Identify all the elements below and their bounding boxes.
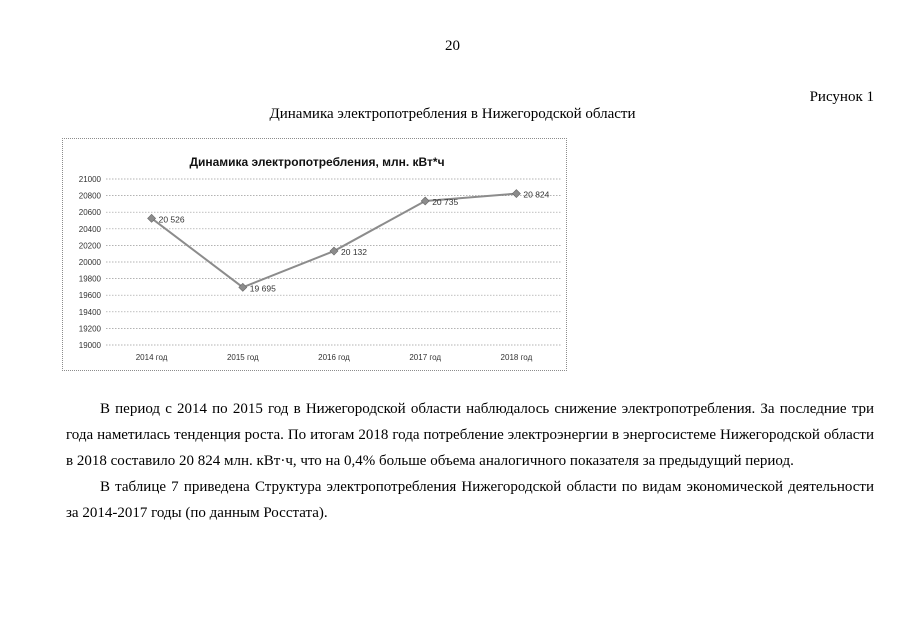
x-axis-ticks	[136, 353, 533, 362]
y-tick-label: 20400	[78, 224, 101, 234]
series-line	[152, 194, 517, 288]
y-tick-label: 20000	[78, 258, 101, 267]
data-marker	[512, 190, 520, 198]
x-tick-label: 2015 год	[226, 353, 259, 362]
figure-label: Рисунок 1	[809, 89, 874, 105]
data-label: 20 735	[432, 196, 459, 207]
body-text	[66, 396, 874, 526]
data-marker	[421, 197, 429, 205]
paragraph-1: В период с 2014 по 2015 год в Нижегородской области наблюдалось снижение электропотребления. За последние три года наметилась тенденция роста. По итогам 2018 года потребление электроэнергии в энергосистеме Нижегородской области в 2018 составило 20 824 млн. кВт·ч, что на 0,4% больше объема аналогичного показателя за предыдущий период.	[66, 401, 874, 469]
y-tick-label: 20800	[78, 191, 101, 201]
x-tick-label: 2016 год	[318, 353, 350, 362]
y-tick-label: 20600	[78, 208, 101, 218]
y-tick-label: 19400	[78, 307, 101, 317]
chart-title: Динамика электропотребления, млн. кВт*ч	[189, 155, 445, 169]
line-chart	[63, 139, 568, 372]
gridlines	[106, 179, 562, 345]
y-tick-label: 21000	[78, 175, 101, 184]
paragraph-2: В таблице 7 приведена Структура электропотребления Нижегородской области по видам экономической деятельности за 2014-2017 годы (по данным Росстата).	[66, 479, 874, 521]
data-label: 20 132	[341, 247, 367, 258]
chart-frame	[62, 138, 567, 371]
x-tick-label: 2017 год	[409, 353, 442, 362]
data-markers	[148, 190, 521, 292]
y-tick-label: 19800	[78, 274, 101, 284]
data-label: 20 526	[158, 214, 185, 225]
data-label: 19 695	[249, 283, 276, 294]
figure-caption: Динамика электропотребления в Нижегородской области	[269, 106, 636, 122]
x-tick-label: 2018 год	[500, 353, 533, 362]
y-tick-label: 19000	[78, 341, 101, 350]
x-tick-label: 2014 год	[135, 353, 168, 362]
y-tick-label: 19600	[78, 291, 101, 301]
page-number: 20	[445, 38, 460, 54]
data-marker	[330, 247, 338, 255]
data-label: 20 824	[523, 189, 550, 200]
y-tick-label: 20200	[78, 241, 101, 251]
data-labels	[159, 190, 550, 294]
y-axis-ticks	[79, 175, 102, 350]
series-line-path	[152, 194, 517, 288]
y-tick-label: 19200	[78, 324, 101, 334]
